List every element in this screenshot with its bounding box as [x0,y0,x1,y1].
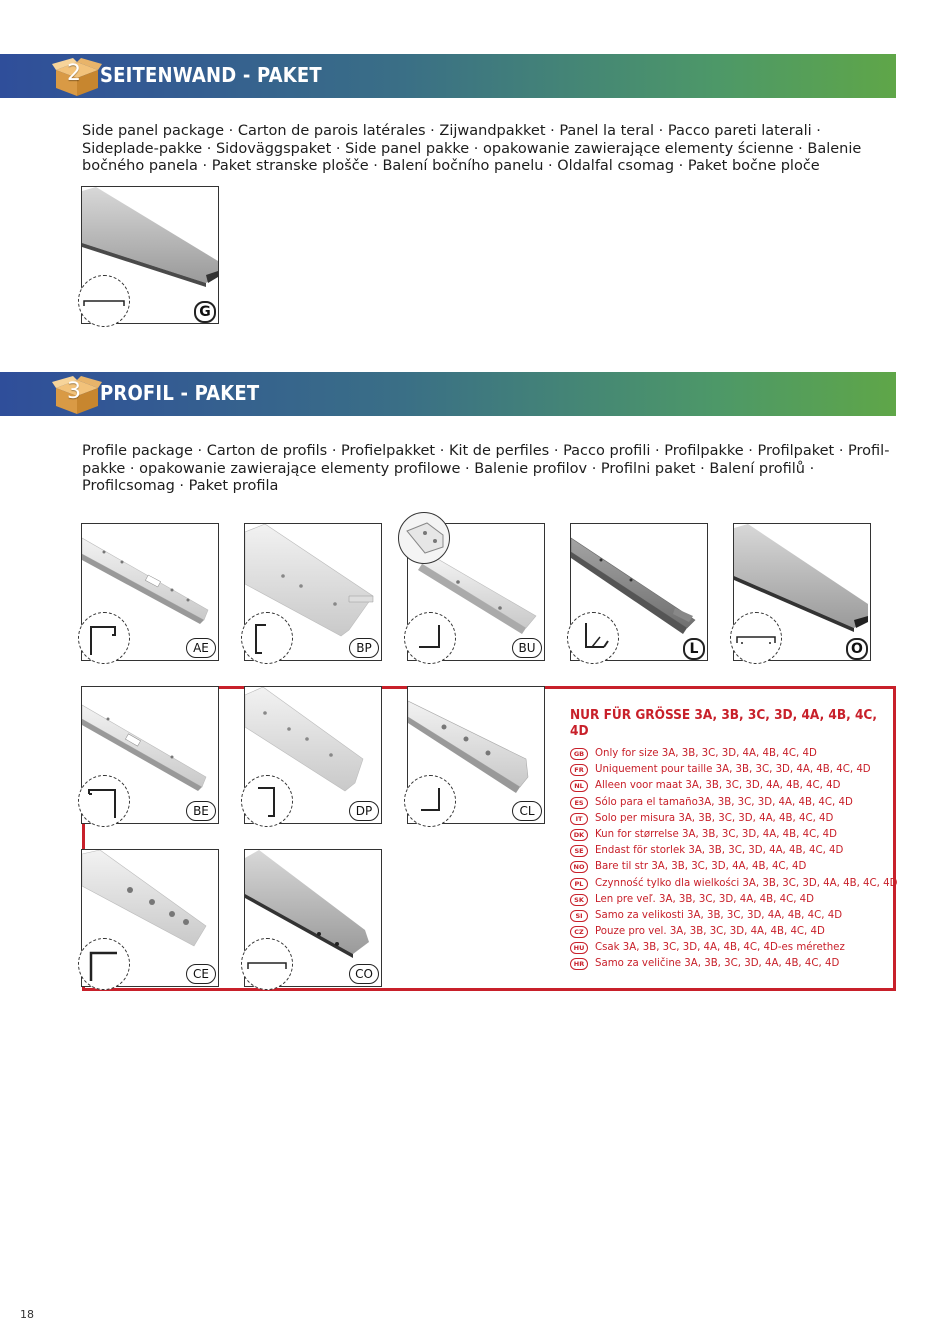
note-line [570,957,890,973]
note-line [570,893,890,909]
product-tile-cl [407,686,545,824]
language-flag-icon: HR [570,958,588,970]
note-line [570,747,890,763]
note-lines [570,747,898,974]
note-line [570,877,898,893]
language-flag-icon: CZ [570,926,588,938]
product-tile-be [81,686,219,824]
hook-section-icon [78,775,130,827]
note-line-text: Bare til str 3A, 3B, 3C, 3D, 4A, 4B, 4C, 4D [595,861,807,873]
cap-section-icon [241,938,293,990]
note-line-text: Samo za velikosti 3A, 3B, 3C, 3D, 4A, 4B, 4C, 4D [595,909,843,921]
product-tile-bp [244,523,382,661]
language-flag-icon: SE [570,845,588,857]
section-2-banner [0,54,896,98]
item-code-badge: BP [349,638,379,658]
note-line [570,779,890,795]
note-line-text: Uniquement pour taille 3A, 3B, 3C, 3D, 4A, 4B, 4C, 4D [595,764,871,776]
note-line [570,763,890,779]
language-flag-icon: GB [570,748,588,760]
angle-section-icon [404,612,456,664]
note-line [570,941,890,957]
note-line-text: Csak 3A, 3B, 3C, 3D, 4A, 4B, 4C, 4D-es mérethez [595,942,845,954]
language-flag-icon: NL [570,780,588,792]
language-flag-icon: PL [570,878,588,890]
page-number: 18 [20,1308,34,1321]
product-tile-co [244,849,382,987]
item-code-badge: CE [186,964,216,984]
product-tile-l [570,523,708,661]
profile-section-icon [78,275,130,327]
hook-section-icon [78,612,130,664]
note-line-text: Alleen voor maat 3A, 3B, 3C, 3D, 4A, 4B, 4C, 4D [595,780,841,792]
item-code-badge: CL [512,801,542,821]
note-line-text: Kun for størrelse 3A, 3B, 3C, 3D, 4A, 4B, 4C, 4D [595,828,838,840]
angle-section-icon [404,775,456,827]
section-2-description: Side panel package · Carton de parois latérales · Zijwandpakket · Panel la teral · Pacco pareti laterali · Sideplade-pakke · Sidoväggspaket · Side panel pakke · opakowanie zawierające elementy ścienne · Balenie bočného panela · Paket stranske plošče · Balení bočního panelu · Oldalfal csomag · Paket bočne ploče [82,123,862,174]
product-tile-ae [81,523,219,661]
item-code-badge: O [846,638,868,660]
item-code-badge: DP [349,801,379,821]
note-line [570,844,890,860]
item-code-badge: BE [186,801,216,821]
note-line [570,812,890,828]
item-code-badge: L [683,638,705,660]
language-flag-icon: SI [570,910,588,922]
product-tile-o [733,523,871,661]
language-flag-icon: IT [570,813,588,825]
note-line-text: Samo za veličine 3A, 3B, 3C, 3D, 4A, 4B, 4C, 4D [595,958,840,970]
section-number: 3 [67,379,81,404]
note-line-text: Sólo para el tamaño3A, 3B, 3C, 3D, 4A, 4B, 4C, 4D [595,796,853,808]
language-flag-icon: ES [570,797,588,809]
section-3-banner [0,372,896,416]
note-line [570,796,890,812]
section-title: PROFIL - PAKET [100,381,260,405]
note-line [570,925,890,941]
section-number: 2 [67,61,81,86]
note-heading: NUR FÜR GRÖSSE 3A, 3B, 3C, 3D, 4A, 4B, 4C, 4D [570,707,877,739]
note-line [570,909,890,925]
language-flag-icon: DK [570,829,588,841]
section-3-description: Profile package · Carton de profils · Profielpakket · Kit de perfiles · Pacco profili · Profilpakke · Profilpaket · Profil-pakke · opakowanie zawierające elementy profilowe · Balenie profilov · Profilni paket · Balení profilů · Profilcsomag · Paket profila [82,443,890,494]
note-line-text: Len pre veľ. 3A, 3B, 3C, 3D, 4A, 4B, 4C, 4D [595,893,815,905]
note-line-text: Pouze pro vel. 3A, 3B, 3C, 3D, 4A, 4B, 4C, 4D [595,926,825,938]
product-tile-dp [244,686,382,824]
corner-section-icon [78,938,130,990]
language-flag-icon: FR [570,764,588,776]
note-line [570,860,890,876]
section-title: SEITENWAND - PAKET [100,63,322,87]
product-tile-ce [81,849,219,987]
zoom-detail-icon [398,512,450,564]
language-flag-icon: HU [570,942,588,954]
cap-section-icon [730,612,782,664]
note-line-text: Solo per misura 3A, 3B, 3C, 3D, 4A, 4B, 4C, 4D [595,812,834,824]
product-tile-bu [407,523,545,661]
note-line-text: Endast för storlek 3A, 3B, 3C, 3D, 4A, 4B, 4C, 4D [595,845,844,857]
size-restriction-note [570,707,898,974]
note-line-text: Only for size 3A, 3B, 3C, 3D, 4A, 4B, 4C, 4D [595,748,817,759]
language-flag-icon: SK [570,894,588,906]
l-section-icon [567,612,619,664]
bracket-section-icon [241,775,293,827]
item-code-badge: G [194,301,216,323]
item-code-badge: AE [186,638,216,658]
item-code-badge: BU [512,638,542,658]
language-flag-icon: NO [570,861,588,873]
item-code-badge: CO [349,964,379,984]
product-tile-g [81,186,219,324]
note-line-text: Czynność tylko dla wielkości 3A, 3B, 3C, 3D, 4A, 4B, 4C, 4D [595,877,898,889]
bracket-section-icon [241,612,293,664]
note-line [570,828,890,844]
